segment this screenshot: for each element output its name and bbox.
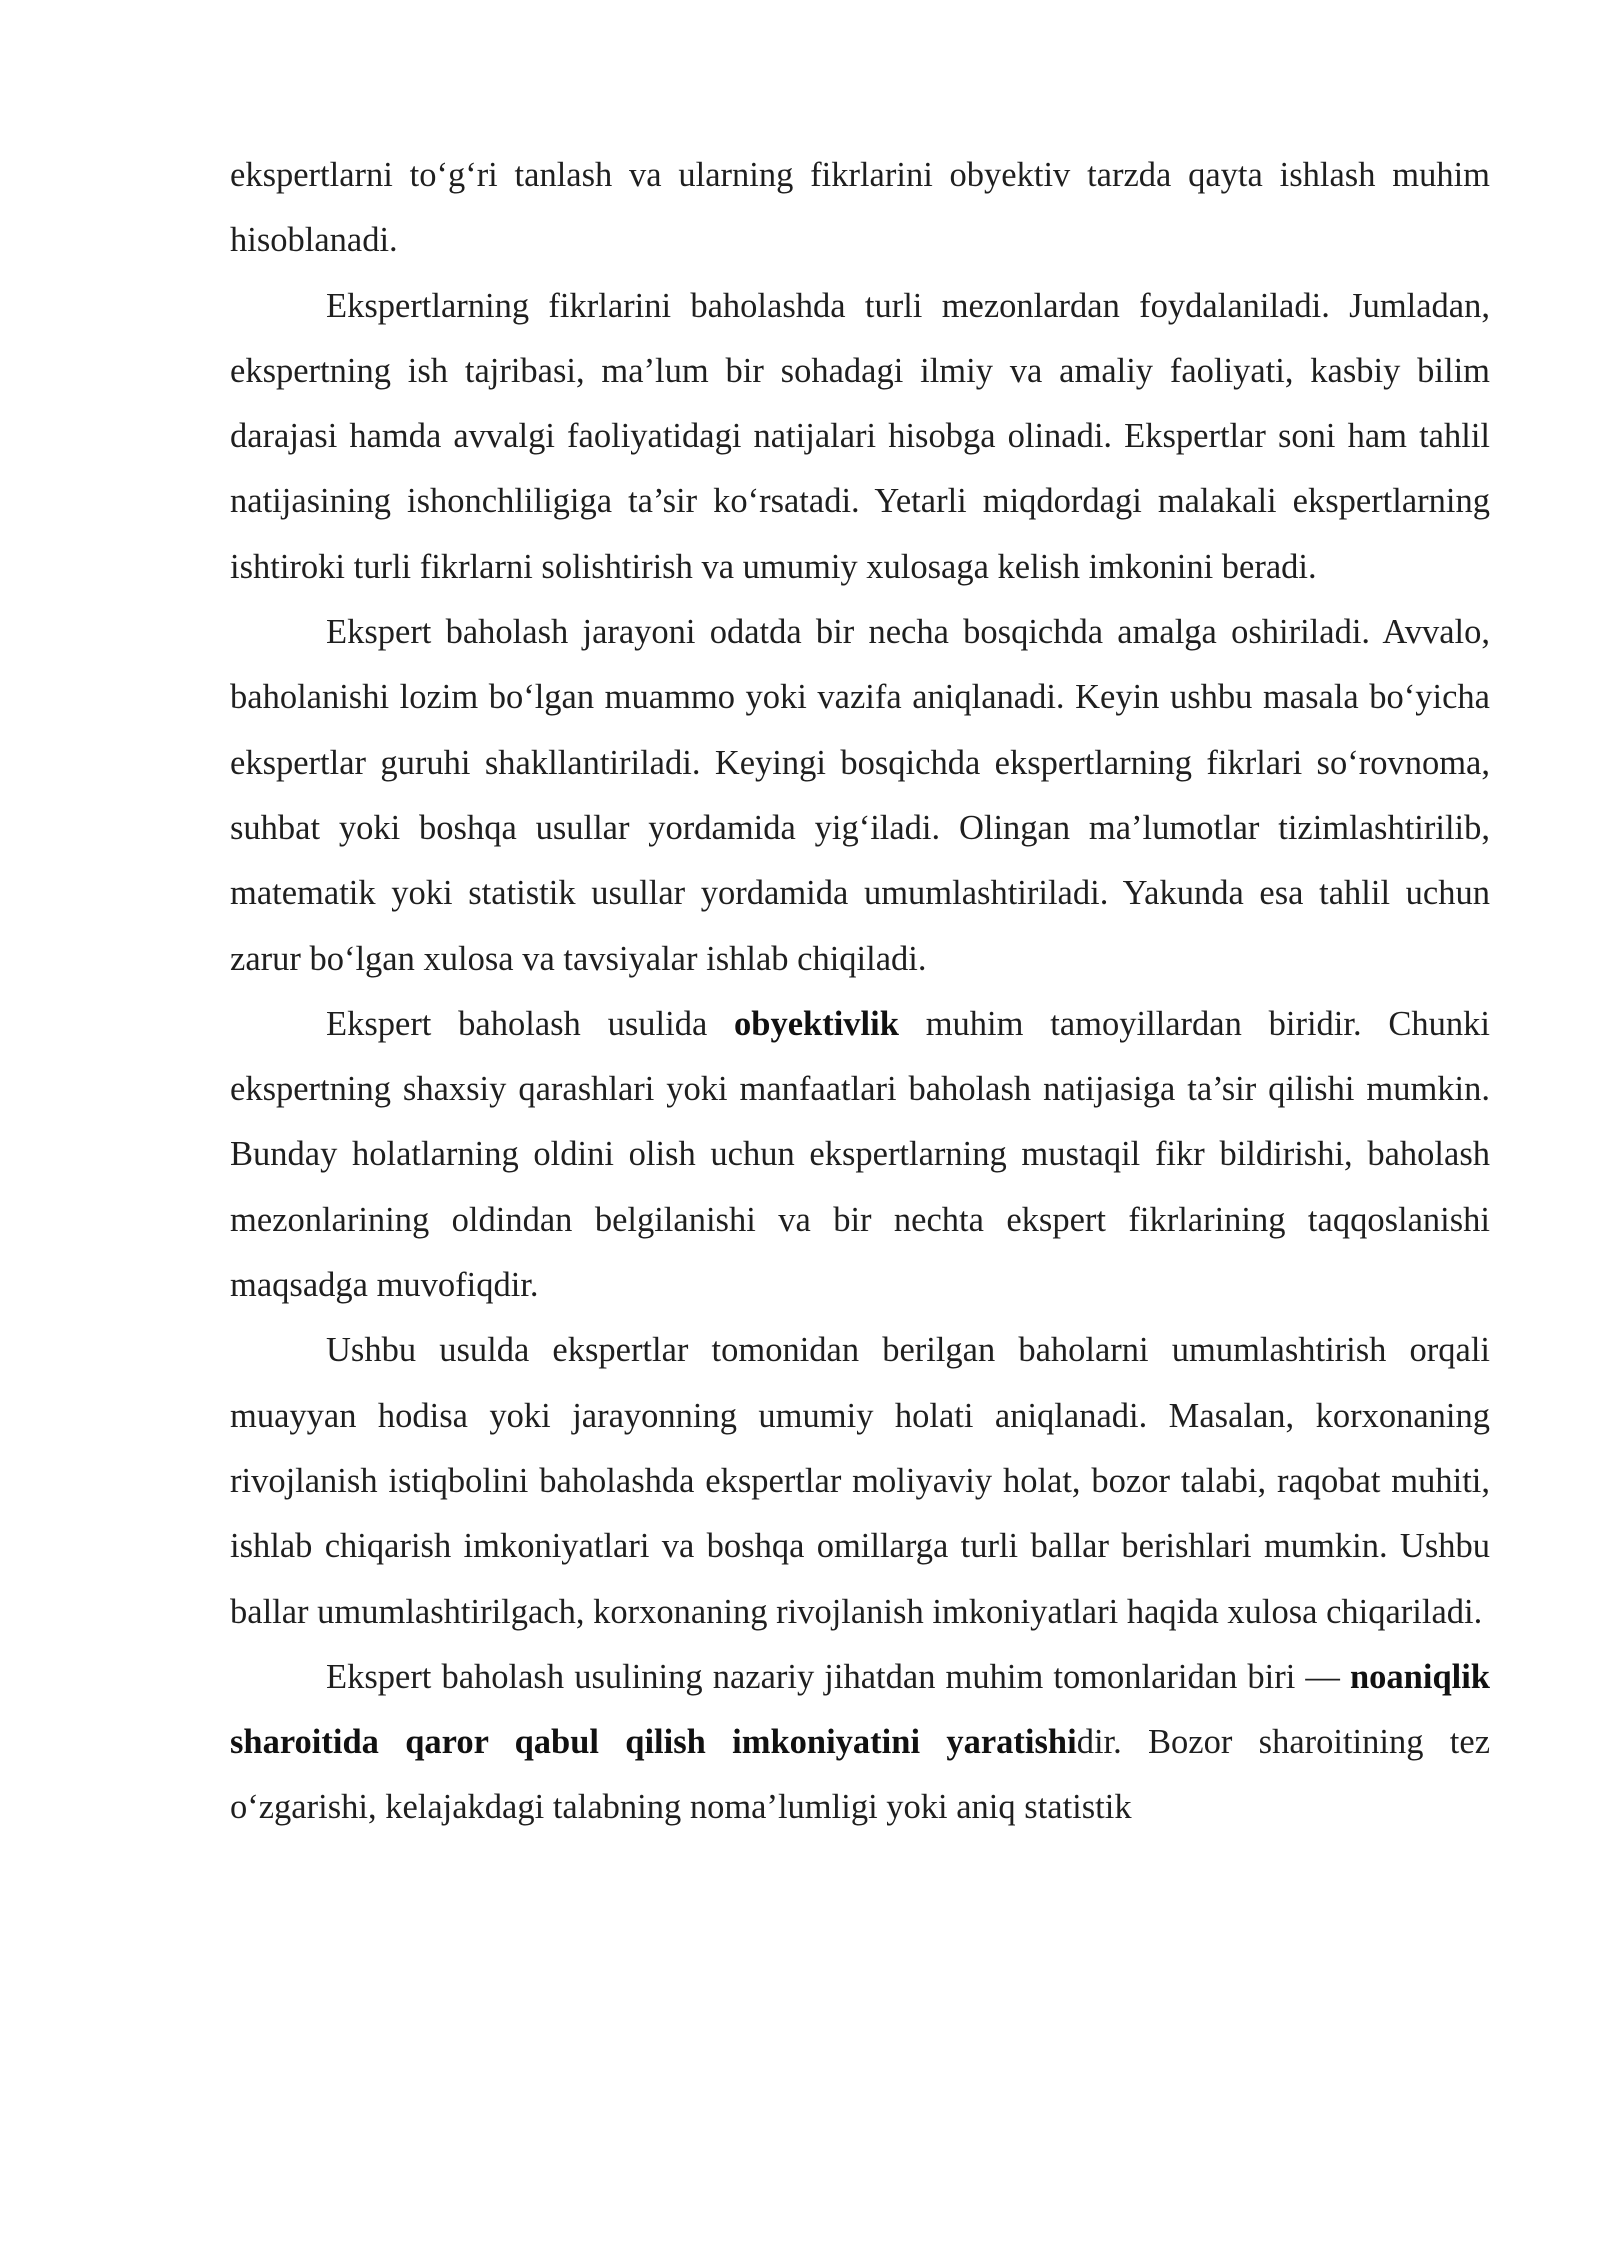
bold-term: obyektivlik — [734, 1004, 899, 1043]
paragraph-text: Ekspert baholash usulida — [326, 1004, 735, 1043]
paragraph-text: Ekspert baholash jarayoni odatda bir necha bosqichda amalga oshiriladi. Avvalo, baholanishi lozim bo‘lgan muammo yoki vazifa aniqlanadi. Keyin ushbu masala bo‘yicha ekspertlar guruhi shakllantiriladi. Keyingi bosqichda ekspertlarning fikrlari so‘rovnoma, suhbat yoki boshqa usullar yordamida yig‘iladi. Olingan ma’lumotlar tizimlashtirilib, matematik yoki statistik usullar yordamida umumlashtiriladi. Yakunda esa tahlil uchun zarur bo‘lgan xulosa va tavsiyalar ishlab chiqiladi. — [230, 613, 1490, 978]
paragraph-2 — [230, 274, 1490, 600]
paragraph-text: Ushbu usulda ekspertlar tomonidan berilgan baholarni umumlashtirish orqali muayyan hodisa yoki jarayonning umumiy holati aniqlanadi. Masalan, korxonaning rivojlanish istiqbolini baholashda ekspertlar moliyaviy holat, bozor talabi, raqobat muhiti, ishlab chiqarish imkoniyatlari va boshqa omillarga turli ballar berishlari mumkin. Ushbu ballar umumlashtirilgach, korxonaning rivojlanish imkoniyatlari haqida xulosa chiqariladi. — [230, 1331, 1490, 1631]
bold-term: noaniqlik sharoitida qaror qabul qilish imkoniyatini yaratishi — [230, 1657, 1490, 1762]
paragraph-6 — [230, 1645, 1490, 1841]
paragraph-1 — [230, 143, 1490, 274]
document-page — [230, 143, 1490, 1841]
paragraph-4 — [230, 992, 1490, 1318]
paragraph-text: muhim tamoyillardan biridir. Chunki ekspertning shaxsiy qarashlari yoki manfaatlari baholash natijasiga ta’sir qilishi mumkin. Bunday holatlarning oldini olish uchun ekspertlarning mustaqil fikr bildirishi, baholash mezonlarining oldindan belgilanishi va bir nechta ekspert fikrlarining taqqoslanishi maqsadga muvofiqdir. — [230, 1004, 1490, 1305]
paragraph-3 — [230, 600, 1490, 992]
paragraph-text: Ekspert baholash usulining nazariy jihatdan muhim tomonlaridan biri — — [326, 1657, 1350, 1696]
paragraph-text: ekspertlarni to‘g‘ri tanlash va ularning fikrlarini obyektiv tarzda qayta ishlash muhim hisoblanadi. — [230, 156, 1490, 260]
paragraph-5 — [230, 1318, 1490, 1644]
paragraph-text: Ekspertlarning fikrlarini baholashda turli mezonlardan foydalaniladi. Jumladan, ekspertning ish tajribasi, ma’lum bir sohadagi ilmiy va amaliy faoliyati, kasbiy bilim darajasi hamda avvalgi faoliyatidagi natijalari hisobga olinadi. Ekspertlar soni ham tahlil natijasining ishonchliligiga ta’sir ko‘rsatadi. Yetarli miqdordagi malakali ekspertlarning ishtiroki turli fikrlarni solishtirish va umumiy xulosaga kelish imkonini beradi. — [230, 286, 1490, 586]
paragraph-text: dir. Bozor sharoitining tez o‘zgarishi, kelajakdagi talabning noma’lumligi yoki aniq statistik — [230, 1723, 1491, 1827]
